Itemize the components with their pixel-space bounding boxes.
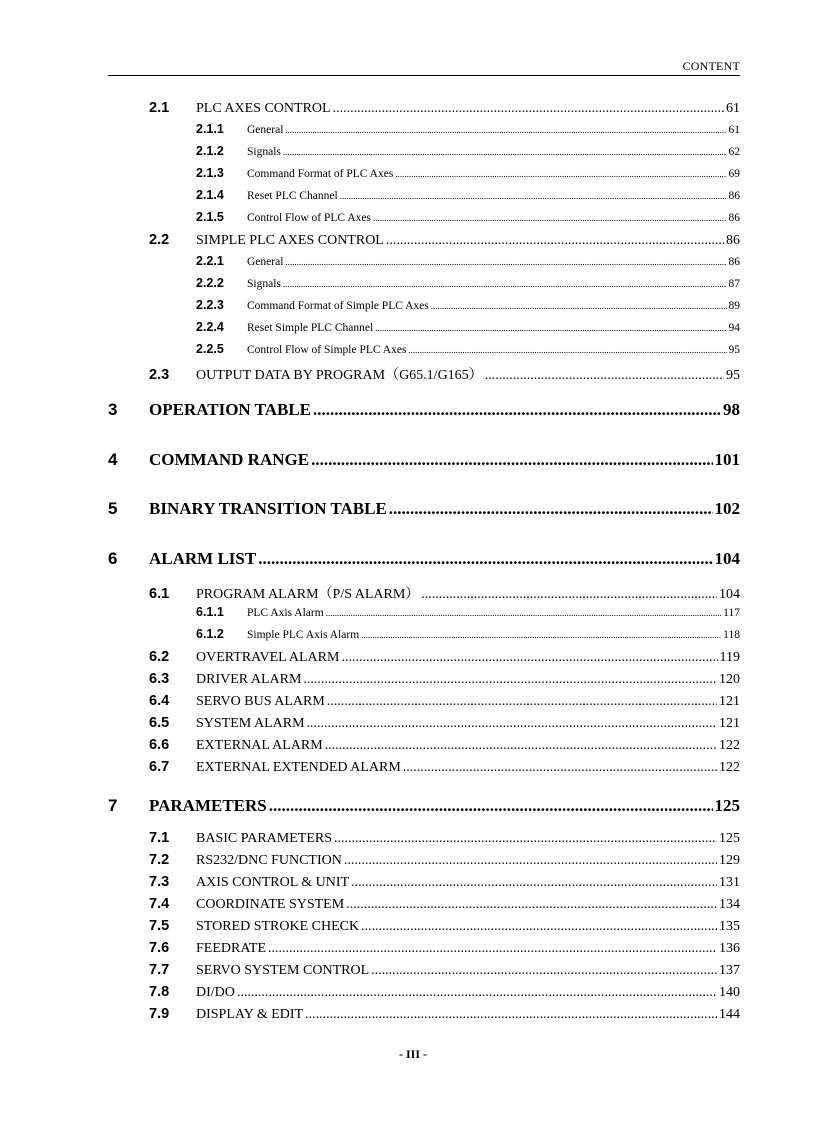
toc-entry[interactable] xyxy=(149,984,740,1001)
toc-entry[interactable] xyxy=(149,1006,740,1023)
leader-dots xyxy=(375,323,726,333)
leader-dots xyxy=(285,257,726,267)
toc-entry[interactable] xyxy=(149,364,740,384)
toc-entry[interactable] xyxy=(149,874,740,891)
toc-entry-number: 7.8 xyxy=(149,984,170,1000)
toc-entry-number: 6.7 xyxy=(149,759,170,775)
toc-entry-page: 131 xyxy=(719,875,740,890)
toc-entry-title: BASIC PARAMETERS xyxy=(196,831,333,846)
toc-entry-page: 125 xyxy=(719,831,740,846)
toc-entry-page: 104 xyxy=(719,587,740,602)
toc-entry-number: 6 xyxy=(108,549,118,568)
toc-entry-title: ALARM LIST xyxy=(149,549,257,568)
toc-entry[interactable] xyxy=(196,122,740,136)
toc-entry[interactable] xyxy=(149,737,740,754)
toc-entry[interactable] xyxy=(108,450,740,470)
toc-entry-title: BINARY TRANSITION TABLE xyxy=(149,499,387,518)
leader-dots xyxy=(326,608,721,618)
toc-entry[interactable] xyxy=(149,693,740,710)
toc-entry-page: 86 xyxy=(728,212,740,224)
leader-dots xyxy=(334,831,717,847)
leader-dots xyxy=(361,919,717,935)
leader-dots xyxy=(408,345,726,355)
toc-entry[interactable] xyxy=(196,276,740,290)
toc-entry-page: 98 xyxy=(723,400,740,419)
leader-dots xyxy=(431,301,727,311)
toc-entry-number: 2.2 xyxy=(149,232,170,248)
toc-entry-page: 104 xyxy=(714,549,740,568)
toc-entry[interactable] xyxy=(149,715,740,732)
toc-entry[interactable] xyxy=(149,232,740,249)
toc-entry-title: PLC AXES CONTROL xyxy=(196,101,331,116)
leader-dots xyxy=(313,400,721,420)
toc-entry-page: 121 xyxy=(719,694,740,709)
leader-dots xyxy=(327,694,717,710)
leader-dots xyxy=(351,875,717,891)
toc-entry-number: 2.1.2 xyxy=(196,144,224,158)
toc-entry-number: 2.2.2 xyxy=(196,276,224,290)
toc-entry-number: 7.7 xyxy=(149,962,170,978)
toc-entry-page: 61 xyxy=(726,101,740,116)
toc-entry[interactable] xyxy=(108,549,740,569)
toc-entry-title: RS232/DNC FUNCTION xyxy=(196,853,342,868)
toc-entry-number: 7.3 xyxy=(149,874,170,890)
toc-entry[interactable] xyxy=(108,499,740,519)
header-title: CONTENT xyxy=(682,59,740,73)
toc-entry-page: 87 xyxy=(728,278,740,290)
leader-dots xyxy=(258,549,712,569)
toc-entry-number: 2.2.3 xyxy=(196,298,224,312)
toc-entry-number: 2.2.5 xyxy=(196,342,224,356)
leader-dots xyxy=(303,672,717,688)
toc-entry[interactable] xyxy=(149,583,740,603)
toc-entry-title: PROGRAM ALARM（P/S ALARM） xyxy=(196,587,420,602)
toc-entry-page: 140 xyxy=(719,985,740,1000)
toc-entry[interactable] xyxy=(196,342,740,356)
toc-entry-number: 4 xyxy=(108,450,118,469)
toc-entry-title: AXIS CONTROL & UNIT xyxy=(196,875,350,890)
toc-entry-title: Signals xyxy=(247,278,281,290)
toc-entry-title: OVERTRAVEL ALARM xyxy=(196,650,340,665)
toc-entry-title: STORED STROKE CHECK xyxy=(196,919,360,934)
toc-entry[interactable] xyxy=(149,100,740,117)
leader-dots xyxy=(371,963,717,979)
toc-entry-page: 95 xyxy=(728,344,740,356)
toc-entry[interactable] xyxy=(196,210,740,224)
toc-entry-number: 6.4 xyxy=(149,693,170,709)
leader-dots xyxy=(361,630,721,640)
toc-entry-page: 69 xyxy=(728,168,740,180)
toc-entry-page: 119 xyxy=(719,650,740,665)
toc-entry-page: 86 xyxy=(728,190,740,202)
toc-entry[interactable] xyxy=(149,852,740,869)
toc-entry-page: 122 xyxy=(719,760,740,775)
toc-entry-title: Reset Simple PLC Channel xyxy=(247,322,374,334)
toc-entry-number: 6.1.2 xyxy=(196,627,224,641)
toc-entry-page: 94 xyxy=(728,322,740,334)
toc-entry[interactable] xyxy=(196,144,740,158)
leader-dots xyxy=(341,650,717,666)
toc-entry-page: 95 xyxy=(726,368,740,383)
toc-entry-page: 89 xyxy=(728,300,740,312)
leader-dots xyxy=(344,853,717,869)
toc-entry[interactable] xyxy=(196,320,740,334)
toc-entry-number: 2.2.4 xyxy=(196,320,224,334)
toc-entry-page: 117 xyxy=(723,607,740,619)
toc-entry-number: 2.1.3 xyxy=(196,166,224,180)
page-number: - III - xyxy=(398,1047,427,1061)
toc-entry[interactable] xyxy=(149,830,740,847)
toc-entry-title: Control Flow of Simple PLC Axes xyxy=(247,344,407,356)
toc-entry[interactable] xyxy=(149,671,740,688)
toc-entry-title: EXTERNAL ALARM xyxy=(196,738,323,753)
toc-entry-title: Control Flow of PLC Axes xyxy=(247,212,371,224)
toc-entry-page: 134 xyxy=(719,897,740,912)
toc-entry-page: 118 xyxy=(723,629,740,641)
toc-entry-title: COORDINATE SYSTEM xyxy=(196,897,345,912)
leader-dots xyxy=(395,169,726,179)
toc-entry-page: 86 xyxy=(726,233,740,248)
leader-dots xyxy=(421,587,717,603)
toc-entry-number: 7.1 xyxy=(149,830,170,846)
toc-entry-page: 137 xyxy=(719,963,740,978)
toc-entry-number: 2.1.5 xyxy=(196,210,224,224)
leader-dots xyxy=(307,716,717,732)
toc-entry-title: General xyxy=(247,124,284,136)
toc-entry-page: 136 xyxy=(719,941,740,956)
toc-entry-title: Command Format of Simple PLC Axes xyxy=(247,300,429,312)
toc-entry[interactable] xyxy=(149,940,740,957)
toc-entry-title: OUTPUT DATA BY PROGRAM（G65.1/G165） xyxy=(196,368,483,383)
toc-entry-title: Command Format of PLC Axes xyxy=(247,168,394,180)
toc-entry-title: PARAMETERS xyxy=(149,796,267,815)
leader-dots xyxy=(403,760,717,776)
toc-entry-page: 129 xyxy=(719,853,740,868)
toc-entry-title: FEEDRATE xyxy=(196,941,266,956)
toc-entry-number: 6.3 xyxy=(149,671,170,687)
toc-entry-title: SIMPLE PLC AXES CONTROL xyxy=(196,233,384,248)
toc-entry[interactable] xyxy=(196,298,740,312)
toc-entry-number: 7.6 xyxy=(149,940,170,956)
leader-dots xyxy=(268,941,717,957)
toc-entry-page: 135 xyxy=(719,919,740,934)
toc-entry-number: 2.1 xyxy=(149,100,170,116)
toc-entry-title: DI/DO xyxy=(196,985,235,1000)
toc-entry-title: Reset PLC Channel xyxy=(247,190,338,202)
toc-entry-number: 6.5 xyxy=(149,715,170,731)
toc-entry-number: 6.2 xyxy=(149,649,170,665)
toc-entry-number: 5 xyxy=(108,499,118,518)
toc-entry[interactable] xyxy=(149,962,740,979)
toc-entry-number: 6.1.1 xyxy=(196,605,224,619)
leader-dots xyxy=(373,213,727,223)
toc-entry[interactable] xyxy=(196,605,740,619)
toc-entry-title: EXTERNAL EXTENDED ALARM xyxy=(196,760,401,775)
leader-dots xyxy=(269,796,713,816)
toc-entry[interactable] xyxy=(196,188,740,202)
toc-entry-number: 2.1.4 xyxy=(196,188,224,202)
toc-entry-title: DISPLAY & EDIT xyxy=(196,1007,304,1022)
toc-entry[interactable] xyxy=(196,254,740,268)
toc-entry-number: 7.2 xyxy=(149,852,170,868)
toc-entry-page: 120 xyxy=(719,672,740,687)
leader-dots xyxy=(485,368,724,384)
leader-dots xyxy=(346,897,717,913)
leader-dots xyxy=(386,233,724,249)
toc-entry[interactable] xyxy=(108,796,740,816)
toc-entry-title: SERVO SYSTEM CONTROL xyxy=(196,963,370,978)
toc-entry-page: 61 xyxy=(728,124,740,136)
leader-dots xyxy=(305,1007,717,1023)
leader-dots xyxy=(283,279,727,289)
toc-entry-number: 6.1 xyxy=(149,586,170,602)
toc-entry-page: 62 xyxy=(728,146,740,158)
leader-dots xyxy=(325,738,717,754)
toc-entry-number: 2.1.1 xyxy=(196,122,224,136)
toc-entry[interactable] xyxy=(149,918,740,935)
toc-entry-title: OPERATION TABLE xyxy=(149,400,312,419)
leader-dots xyxy=(333,101,724,117)
toc-entry-number: 7.5 xyxy=(149,918,170,934)
toc-entry-number: 2.3 xyxy=(149,367,170,383)
toc-entry-number: 2.2.1 xyxy=(196,254,224,268)
toc-entry[interactable] xyxy=(196,166,740,180)
toc-entry-number: 6.6 xyxy=(149,737,170,753)
toc-entry-number: 7 xyxy=(108,796,118,815)
leader-dots xyxy=(285,125,726,135)
toc-entry-page: 144 xyxy=(719,1007,740,1022)
toc-entry-title: SYSTEM ALARM xyxy=(196,716,305,731)
toc-entry-number: 7.4 xyxy=(149,896,170,912)
toc-entry-title: Simple PLC Axis Alarm xyxy=(247,629,360,641)
toc-entry-page: 86 xyxy=(728,256,740,268)
leader-dots xyxy=(283,147,727,157)
toc-entry-page: 125 xyxy=(714,796,740,815)
toc-entry-title: SERVO BUS ALARM xyxy=(196,694,325,709)
toc-entry[interactable] xyxy=(149,896,740,913)
toc-entry-number: 7.9 xyxy=(149,1006,170,1022)
toc-entry-title: Signals xyxy=(247,146,281,158)
toc-entry[interactable] xyxy=(108,400,740,420)
toc-entry-title: PLC Axis Alarm xyxy=(247,607,324,619)
toc-entry-page: 122 xyxy=(719,738,740,753)
toc-entry-page: 102 xyxy=(714,499,740,518)
toc-entry[interactable] xyxy=(149,759,740,776)
toc-entry-page: 101 xyxy=(714,450,740,469)
toc-entry-title: General xyxy=(247,256,284,268)
toc-entry-page: 121 xyxy=(719,716,740,731)
leader-dots xyxy=(340,191,727,201)
leader-dots xyxy=(311,450,712,470)
toc-entry[interactable] xyxy=(196,627,740,641)
toc-entry-number: 3 xyxy=(108,400,118,419)
toc-entry-title: DRIVER ALARM xyxy=(196,672,302,687)
toc-entry[interactable] xyxy=(149,649,740,666)
leader-dots xyxy=(237,985,717,1001)
leader-dots xyxy=(389,499,713,519)
toc-entry-title: COMMAND RANGE xyxy=(149,450,310,469)
